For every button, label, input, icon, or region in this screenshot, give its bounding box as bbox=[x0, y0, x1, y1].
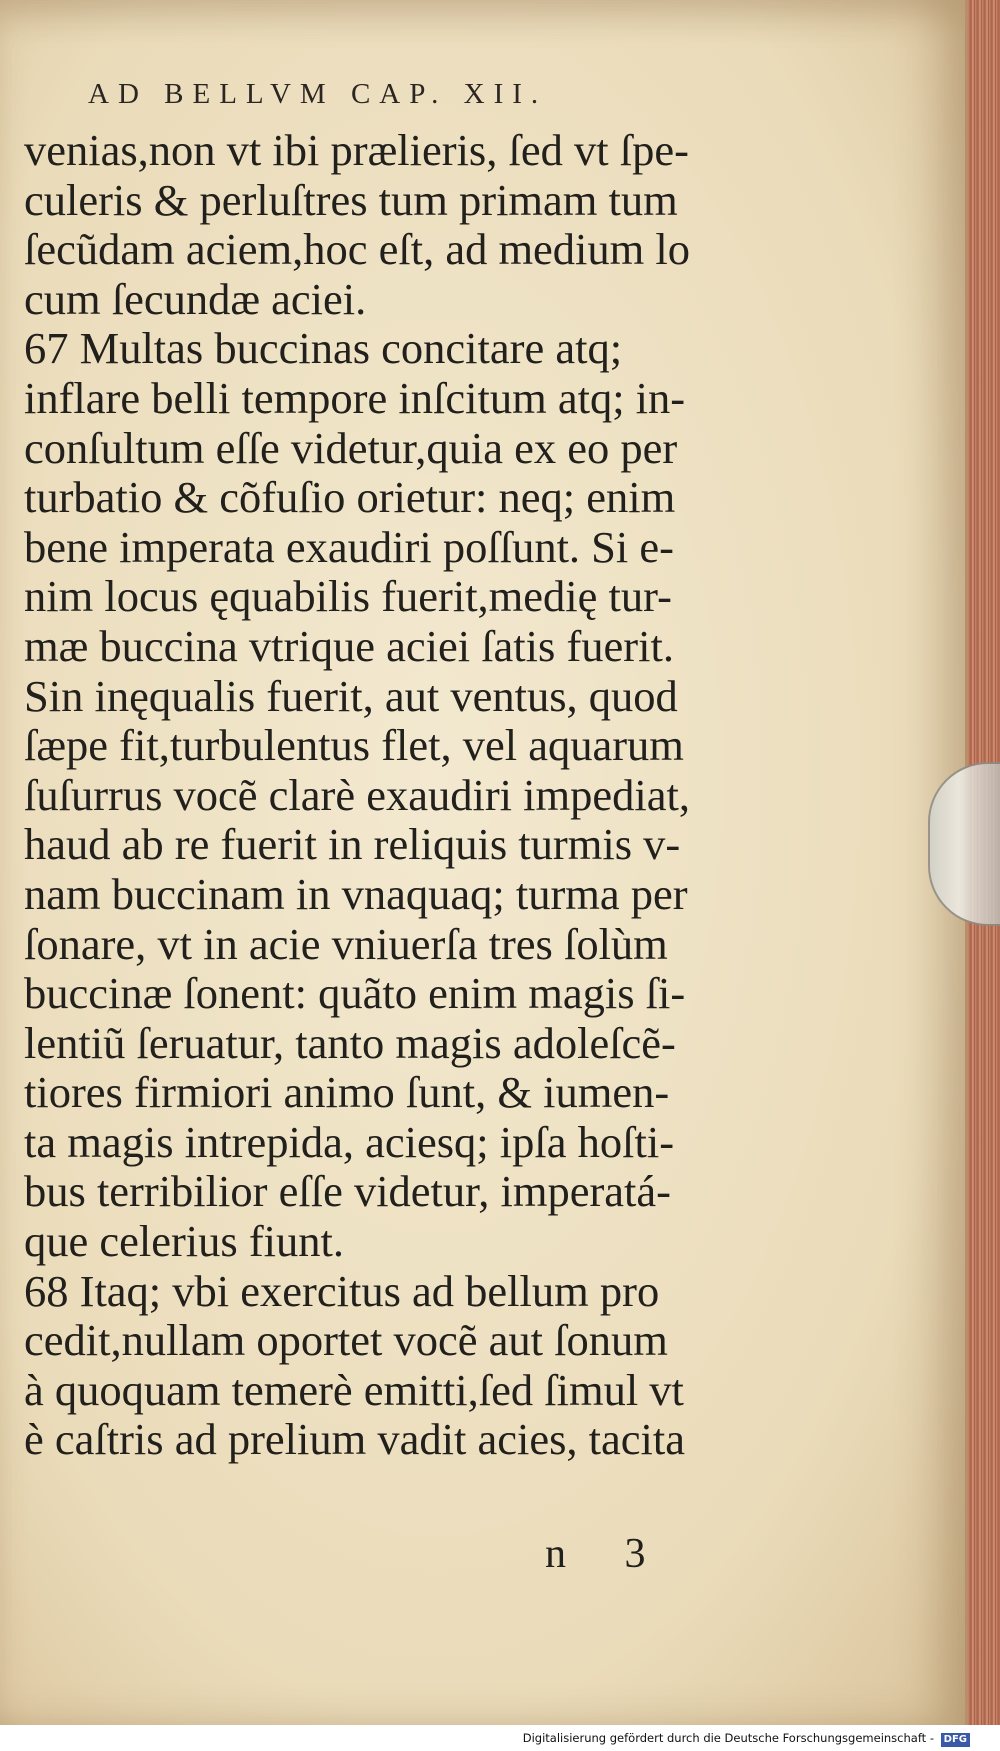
text-line: haud ab re fuerit in reliquis turmis v- bbox=[24, 819, 681, 870]
text-line: inflare belli tempore inſcitum atq; in- bbox=[24, 372, 686, 423]
text-line: ta magis intrepida, aciesq; ipſa hoſti- bbox=[24, 1116, 675, 1167]
digitization-footer bbox=[0, 1725, 1000, 1751]
text-line: culeris & perluſtres tum primam tum bbox=[24, 174, 678, 225]
text-line: è caſtris ad prelium vadit acies, tacita bbox=[24, 1414, 686, 1465]
text-line: cedit,nullam oportet vocẽ aut ſonum bbox=[24, 1315, 668, 1366]
text-line: lentiũ ſeruatur, tanto magis adoleſcẽ- bbox=[24, 1017, 676, 1068]
text-line: cum ſecundæ aciei. bbox=[24, 273, 367, 324]
text-line: mæ buccina vtrique aciei ſatis fuerit. bbox=[24, 620, 674, 671]
text-line: tiores firmiori animo ſunt, & iumen- bbox=[24, 1067, 670, 1118]
text-line: bus terribilior eſſe videtur, imperatá- bbox=[24, 1166, 671, 1217]
text-line: à quoquam temerè emitti,ſed ſimul vt bbox=[24, 1364, 684, 1415]
text-line: ſecũdam aciem,hoc eſt, ad medium lo bbox=[24, 224, 691, 275]
text-line: bene imperata exaudiri poſſunt. Si e- bbox=[24, 521, 674, 572]
signature-mark: n 3 bbox=[545, 1531, 670, 1577]
text-line: nim locus ęquabilis fuerit,medię tur- bbox=[24, 571, 672, 622]
text-line: nam buccinam in vnaquaq; turma per bbox=[24, 868, 688, 919]
book-clasp bbox=[928, 762, 1000, 926]
running-header: AD BELLVM CAP. XII. bbox=[88, 78, 548, 110]
text-line: ſuſurrus vocẽ clarè exaudiri impediat, bbox=[24, 769, 691, 820]
footer-credit: Digitalisierung gefördert durch die Deutsche Forschungsgemeinschaft - bbox=[522, 1731, 934, 1745]
dfg-logo: DFG bbox=[941, 1733, 970, 1747]
text-line: 68 Itaq; vbi exercitus ad bellum pro bbox=[24, 1265, 660, 1316]
text-line: turbatio & cõfuſio orietur: neq; enim bbox=[24, 472, 676, 523]
text-line: buccinæ ſonent: quãto enim magis ſi- bbox=[24, 968, 686, 1019]
text-line: que celerius fiunt. bbox=[24, 1216, 345, 1267]
body-text bbox=[24, 126, 804, 1465]
text-line: venias,non vt ibi prælieris, ſed vt ſpe- bbox=[24, 125, 689, 175]
text-line: conſultum eſſe videtur,quia ex eo per bbox=[24, 422, 678, 473]
text-line: ſæpe fit,turbulentus flet, vel aquarum bbox=[24, 720, 684, 771]
text-line: ſonare, vt in acie vniuerſa tres ſolùm bbox=[24, 918, 668, 969]
text-line: 67 Multas buccinas concitare atq; bbox=[24, 323, 623, 374]
text-line: Sin inęqualis fuerit, aut ventus, quod bbox=[24, 670, 678, 721]
